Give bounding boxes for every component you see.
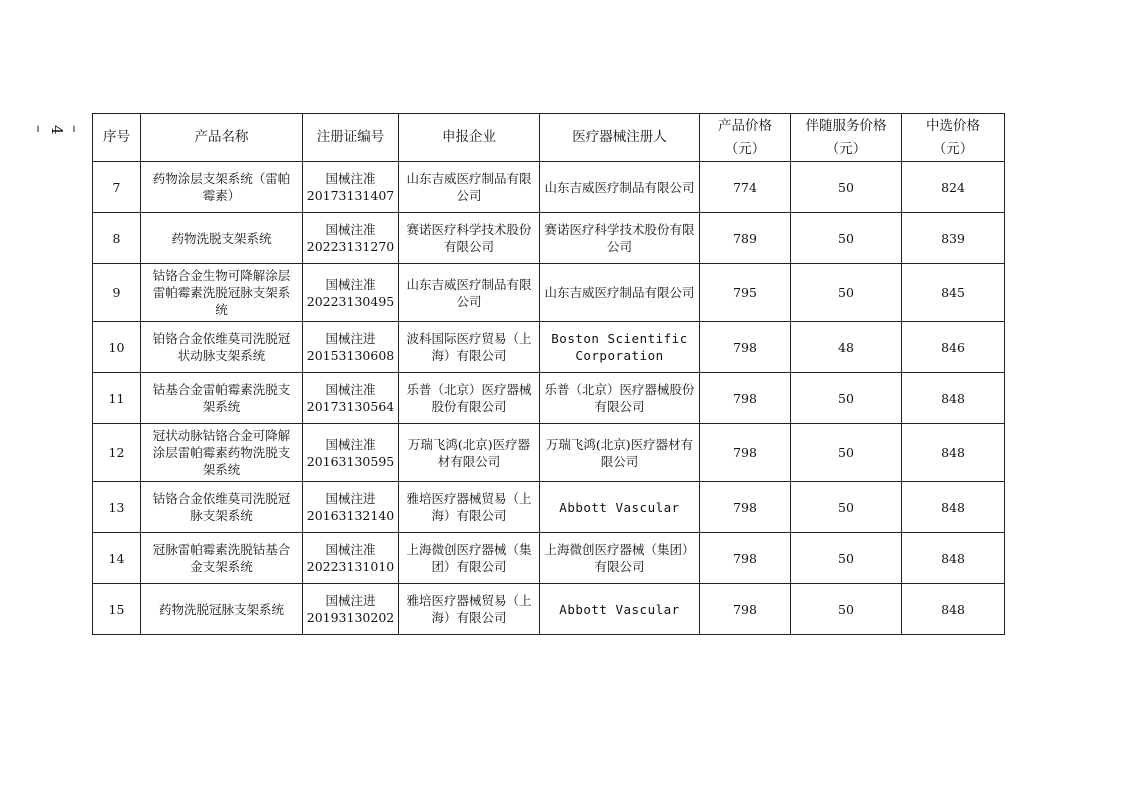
table-row — [93, 482, 1005, 533]
cell-registration-number: 国械注进20193130202 — [303, 584, 399, 635]
header-registration-number: 注册证编号 — [303, 114, 399, 162]
cell-seq: 14 — [93, 533, 141, 584]
cell-selected-price: 848 — [902, 584, 1005, 635]
cell-registrant: 山东吉威医疗制品有限公司 — [540, 162, 700, 213]
cell-applicant: 万瑞飞鸿(北京)医疗器材有限公司 — [399, 424, 540, 482]
cell-product-price: 798 — [700, 424, 791, 482]
cell-registration-number: 国械注准20173130564 — [303, 373, 399, 424]
cell-seq: 15 — [93, 584, 141, 635]
cell-selected-price: 845 — [902, 264, 1005, 322]
cell-applicant: 山东吉威医疗制品有限公司 — [399, 162, 540, 213]
cell-registration-number: 国械注准20173131407 — [303, 162, 399, 213]
cell-registration-number: 国械注准20223131010 — [303, 533, 399, 584]
cell-selected-price: 848 — [902, 373, 1005, 424]
cell-applicant: 雅培医疗器械贸易（上海）有限公司 — [399, 482, 540, 533]
cell-product-name: 冠状动脉钴铬合金可降解涂层雷帕霉素药物洗脱支架系统 — [141, 424, 303, 482]
cell-service-price: 48 — [791, 322, 902, 373]
cell-selected-price: 824 — [902, 162, 1005, 213]
cell-registration-number: 国械注准20163130595 — [303, 424, 399, 482]
header-selected-price — [902, 114, 1005, 162]
cell-registrant: 赛诺医疗科学技术股份有限公司 — [540, 213, 700, 264]
cell-product-name: 钴基合金雷帕霉素洗脱支架系统 — [141, 373, 303, 424]
cell-seq: 9 — [93, 264, 141, 322]
cell-product-name: 钴铬合金生物可降解涂层雷帕霉素洗脱冠脉支架系统 — [141, 264, 303, 322]
cell-product-price: 798 — [700, 533, 791, 584]
header-selected-price-label: 中选价格 — [926, 117, 980, 134]
header-product-name: 产品名称 — [141, 114, 303, 162]
table-row — [93, 373, 1005, 424]
cell-service-price: 50 — [791, 482, 902, 533]
cell-applicant: 山东吉威医疗制品有限公司 — [399, 264, 540, 322]
cell-selected-price: 846 — [902, 322, 1005, 373]
cell-applicant: 雅培医疗器械贸易（上海）有限公司 — [399, 584, 540, 635]
cell-product-price: 798 — [700, 584, 791, 635]
cell-seq: 8 — [93, 213, 141, 264]
table-row — [93, 264, 1005, 322]
header-selected-price-unit: （元） — [932, 140, 974, 157]
cell-product-name: 冠脉雷帕霉素洗脱钴基合金支架系统 — [141, 533, 303, 584]
page-number: – 4 – — [30, 125, 84, 137]
header-seq: 序号 — [93, 114, 141, 162]
cell-product-name: 药物洗脱冠脉支架系统 — [141, 584, 303, 635]
cell-service-price: 50 — [791, 373, 902, 424]
table-row — [93, 584, 1005, 635]
cell-registrant: 山东吉威医疗制品有限公司 — [540, 264, 700, 322]
cell-applicant: 上海微创医疗器械（集团）有限公司 — [399, 533, 540, 584]
table-row — [93, 162, 1005, 213]
cell-product-price: 798 — [700, 482, 791, 533]
cell-selected-price: 839 — [902, 213, 1005, 264]
table-header-row — [93, 114, 1005, 162]
cell-applicant: 赛诺医疗科学技术股份有限公司 — [399, 213, 540, 264]
table-row — [93, 424, 1005, 482]
header-registrant: 医疗器械注册人 — [540, 114, 700, 162]
cell-product-price: 774 — [700, 162, 791, 213]
cell-service-price: 50 — [791, 584, 902, 635]
cell-registration-number: 国械注准20223130495 — [303, 264, 399, 322]
header-service-price-label: 伴随服务价格 — [805, 117, 887, 134]
cell-registrant: 万瑞飞鸿(北京)医疗器材有限公司 — [540, 424, 700, 482]
header-product-price-label: 产品价格 — [718, 117, 772, 134]
header-service-price-unit: （元） — [825, 140, 867, 157]
cell-product-price: 795 — [700, 264, 791, 322]
table-body — [93, 162, 1005, 635]
cell-seq: 11 — [93, 373, 141, 424]
cell-registrant: Abbott Vascular — [540, 584, 700, 635]
cell-seq: 7 — [93, 162, 141, 213]
header-product-price-unit: （元） — [724, 140, 766, 157]
cell-service-price: 50 — [791, 264, 902, 322]
cell-product-name: 药物涂层支架系统（雷帕霉素） — [141, 162, 303, 213]
cell-applicant: 波科国际医疗贸易（上海）有限公司 — [399, 322, 540, 373]
table-row — [93, 322, 1005, 373]
cell-selected-price: 848 — [902, 533, 1005, 584]
cell-product-price: 798 — [700, 322, 791, 373]
cell-seq: 13 — [93, 482, 141, 533]
cell-service-price: 50 — [791, 424, 902, 482]
cell-product-price: 789 — [700, 213, 791, 264]
cell-registrant: Boston Scientific Corporation — [540, 322, 700, 373]
header-applicant: 申报企业 — [399, 114, 540, 162]
cell-registrant: 上海微创医疗器械（集团）有限公司 — [540, 533, 700, 584]
table-row — [93, 533, 1005, 584]
cell-seq: 10 — [93, 322, 141, 373]
cell-applicant: 乐普（北京）医疗器械股份有限公司 — [399, 373, 540, 424]
cell-selected-price: 848 — [902, 424, 1005, 482]
table-row — [93, 213, 1005, 264]
cell-service-price: 50 — [791, 162, 902, 213]
cell-registration-number: 国械注准20223131270 — [303, 213, 399, 264]
cell-registrant: Abbott Vascular — [540, 482, 700, 533]
cell-product-name: 铂铬合金依维莫司洗脱冠状动脉支架系统 — [141, 322, 303, 373]
cell-service-price: 50 — [791, 213, 902, 264]
cell-product-price: 798 — [700, 373, 791, 424]
header-product-price — [700, 114, 791, 162]
cell-service-price: 50 — [791, 533, 902, 584]
header-service-price — [791, 114, 902, 162]
cell-seq: 12 — [93, 424, 141, 482]
cell-registration-number: 国械注进20163132140 — [303, 482, 399, 533]
winning-bid-price-table — [92, 113, 1005, 635]
cell-registration-number: 国械注进20153130608 — [303, 322, 399, 373]
cell-registrant: 乐普（北京）医疗器械股份有限公司 — [540, 373, 700, 424]
cell-product-name: 药物洗脱支架系统 — [141, 213, 303, 264]
cell-selected-price: 848 — [902, 482, 1005, 533]
cell-product-name: 钴铬合金依维莫司洗脱冠脉支架系统 — [141, 482, 303, 533]
